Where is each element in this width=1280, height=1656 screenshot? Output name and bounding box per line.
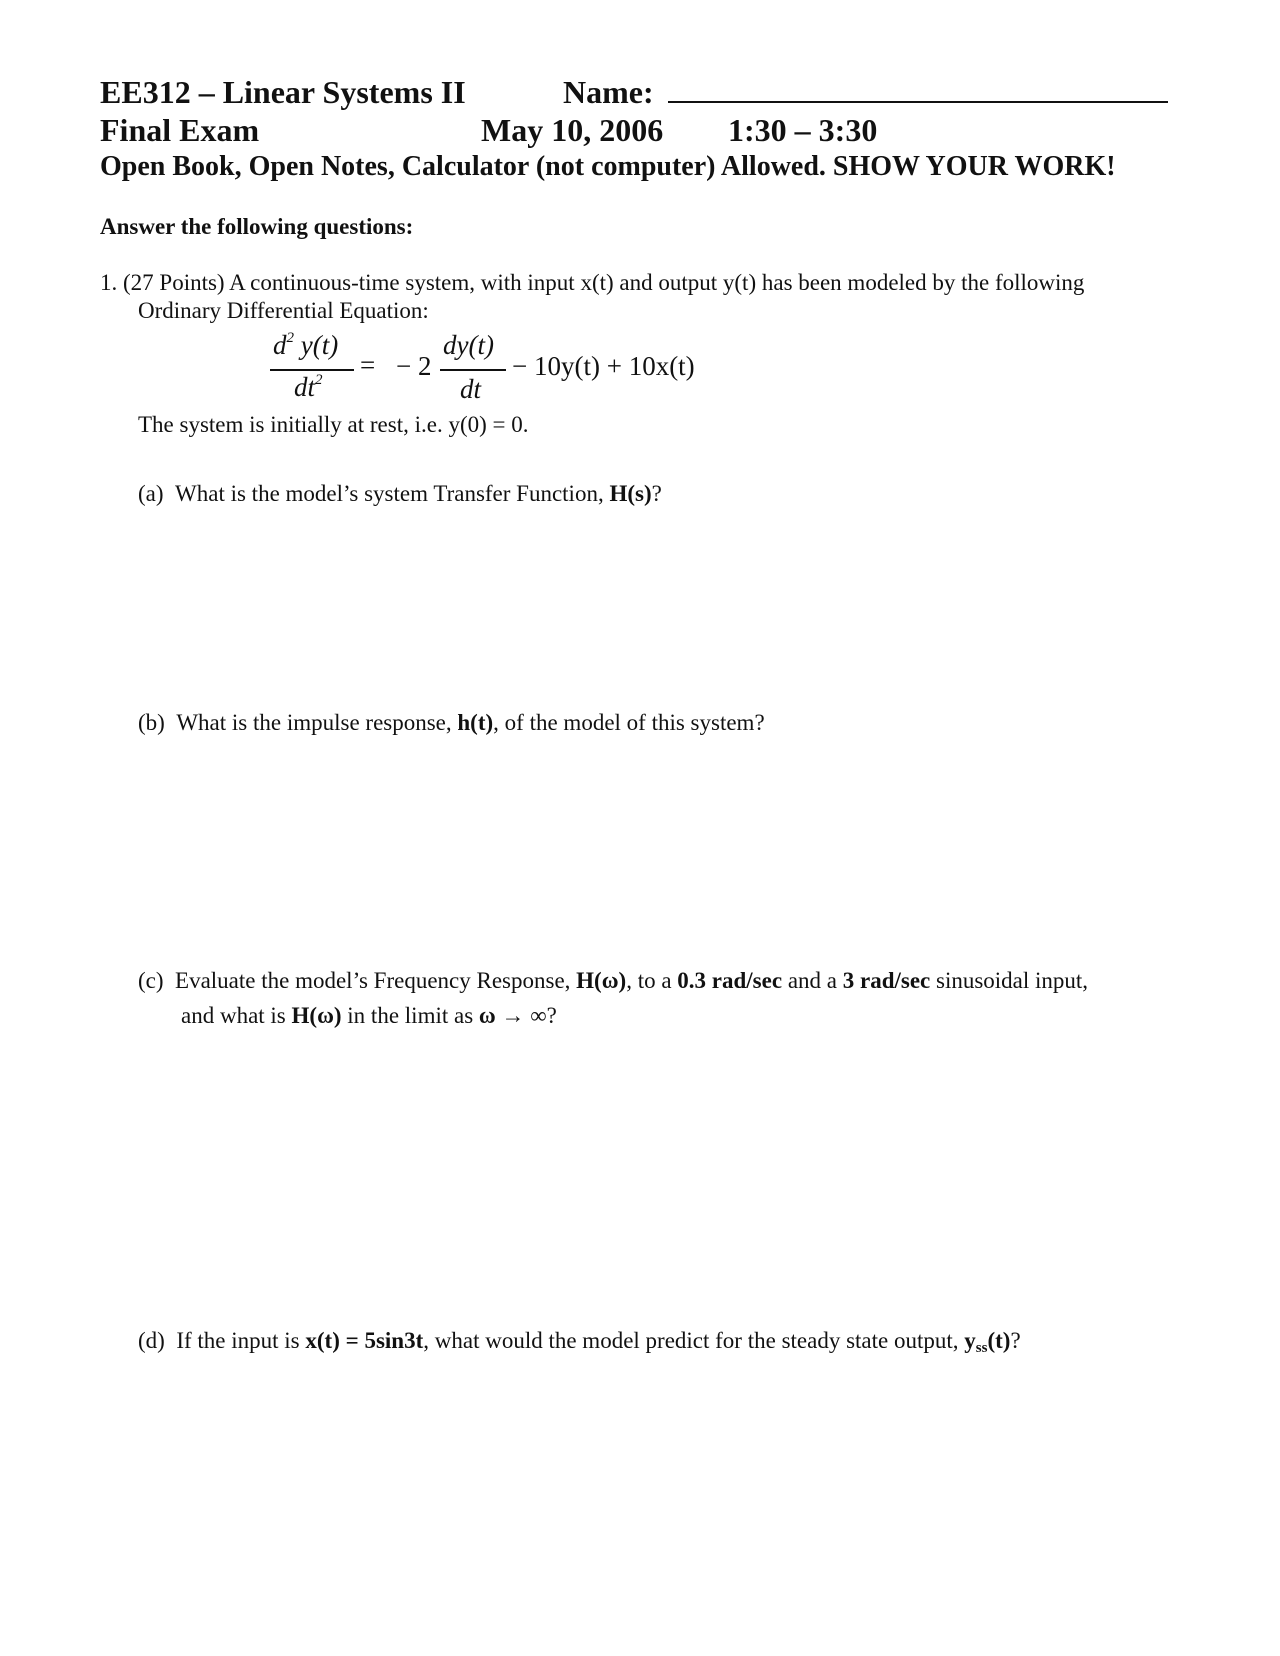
exam-date: May 10, 2006 [481,112,664,148]
q1d-prompt [138,1328,1021,1357]
q1a-text: What is the model’s system Transfer Function, [175,481,610,506]
exam-time: 1:30 – 3:30 [728,112,878,148]
q1c-t3: and a [782,968,843,993]
q1c-t4: sinusoidal input, [930,968,1089,993]
exam-title: Final Exam [100,112,260,148]
rhs-remainder: − 10y(t) + 10x(t) [512,351,695,381]
rhs-fraction-bar [440,369,506,371]
q1c-b3: 3 rad/sec [842,968,931,993]
q1b-prompt [138,710,765,736]
q1a-label: (a) [138,481,164,506]
q1c-l2-b1: H(ω) [291,1003,342,1028]
rhs-numerator: dy(t) [443,330,494,360]
q1d-b3: (t) [987,1328,1011,1353]
name-blank-line[interactable] [668,77,1168,103]
q1-intro-line2: Ordinary Differential Equation: [138,298,429,323]
q1-number: 1. [100,270,118,295]
course-title [100,74,466,111]
q1d-sub: ss [975,1340,988,1356]
course-text: EE312 – Linear Systems II [100,74,466,110]
lhs-numerator [273,330,338,361]
q1b-text: What is the impulse response, [176,710,458,735]
equals-sign: = [360,350,376,380]
q1d-b2: y [964,1328,976,1353]
minus-two: − 2 [396,351,432,381]
q1d-label: (d) [138,1328,165,1353]
q1c-label: (c) [138,968,164,993]
q1d-b1: x(t) = 5sin3t [305,1328,424,1353]
q1c-l2-t2: in the limit as [341,1003,479,1028]
lhs-den-sup: 2 [315,372,323,388]
q1c-l2-b2: ω [478,1003,496,1028]
q1b-post: , of the model of this system? [493,710,765,735]
name-field [563,74,1168,111]
rhs-denominator: dt [460,374,482,404]
q1c-b2: 0.3 rad/sec [677,968,783,993]
q1-rest-note: The system is initially at rest, i.e. y(0) = 0. [138,412,529,437]
lhs-fraction-bar [270,369,354,371]
q1d-t1: If the input is [176,1328,306,1353]
q1c-l2-t3: → ∞? [495,1003,557,1028]
q1a-bold: H(s) [609,481,652,506]
q1b-label: (b) [138,710,165,735]
q1b-bold: h(t) [457,710,494,735]
q1-intro-text: (27 Points) A continuous-time system, with input x(t) and output y(t) has been modeled by the following [123,270,1085,295]
q1-intro-line1 [100,270,1084,296]
q1a-post: ? [651,481,662,506]
lhs-num-sup: 2 [286,330,294,346]
q1c-b1: H(ω) [576,968,627,993]
lhs-dt: dt [294,372,316,402]
instructions: Answer the following questions: [100,214,414,239]
q1c-l2-t1: and what is [181,1003,292,1028]
q1c-prompt-line1 [138,968,1088,994]
q1d-t2: , what would the model predict for the steady state output, [423,1328,965,1353]
q1d-t3: ? [1010,1328,1021,1353]
lhs-y: y(t) [300,330,339,360]
q1c-t2: , to a [626,968,678,993]
lhs-denominator [294,372,323,403]
exam-rules: Open Book, Open Notes, Calculator (not computer) Allowed. SHOW YOUR WORK! [100,151,1116,182]
q1c-t1: Evaluate the model’s Frequency Response, [175,968,577,993]
q1c-prompt-line2 [181,1003,557,1029]
lhs-d: d [273,330,287,360]
q1a-prompt [138,481,662,507]
name-label: Name: [563,74,654,110]
